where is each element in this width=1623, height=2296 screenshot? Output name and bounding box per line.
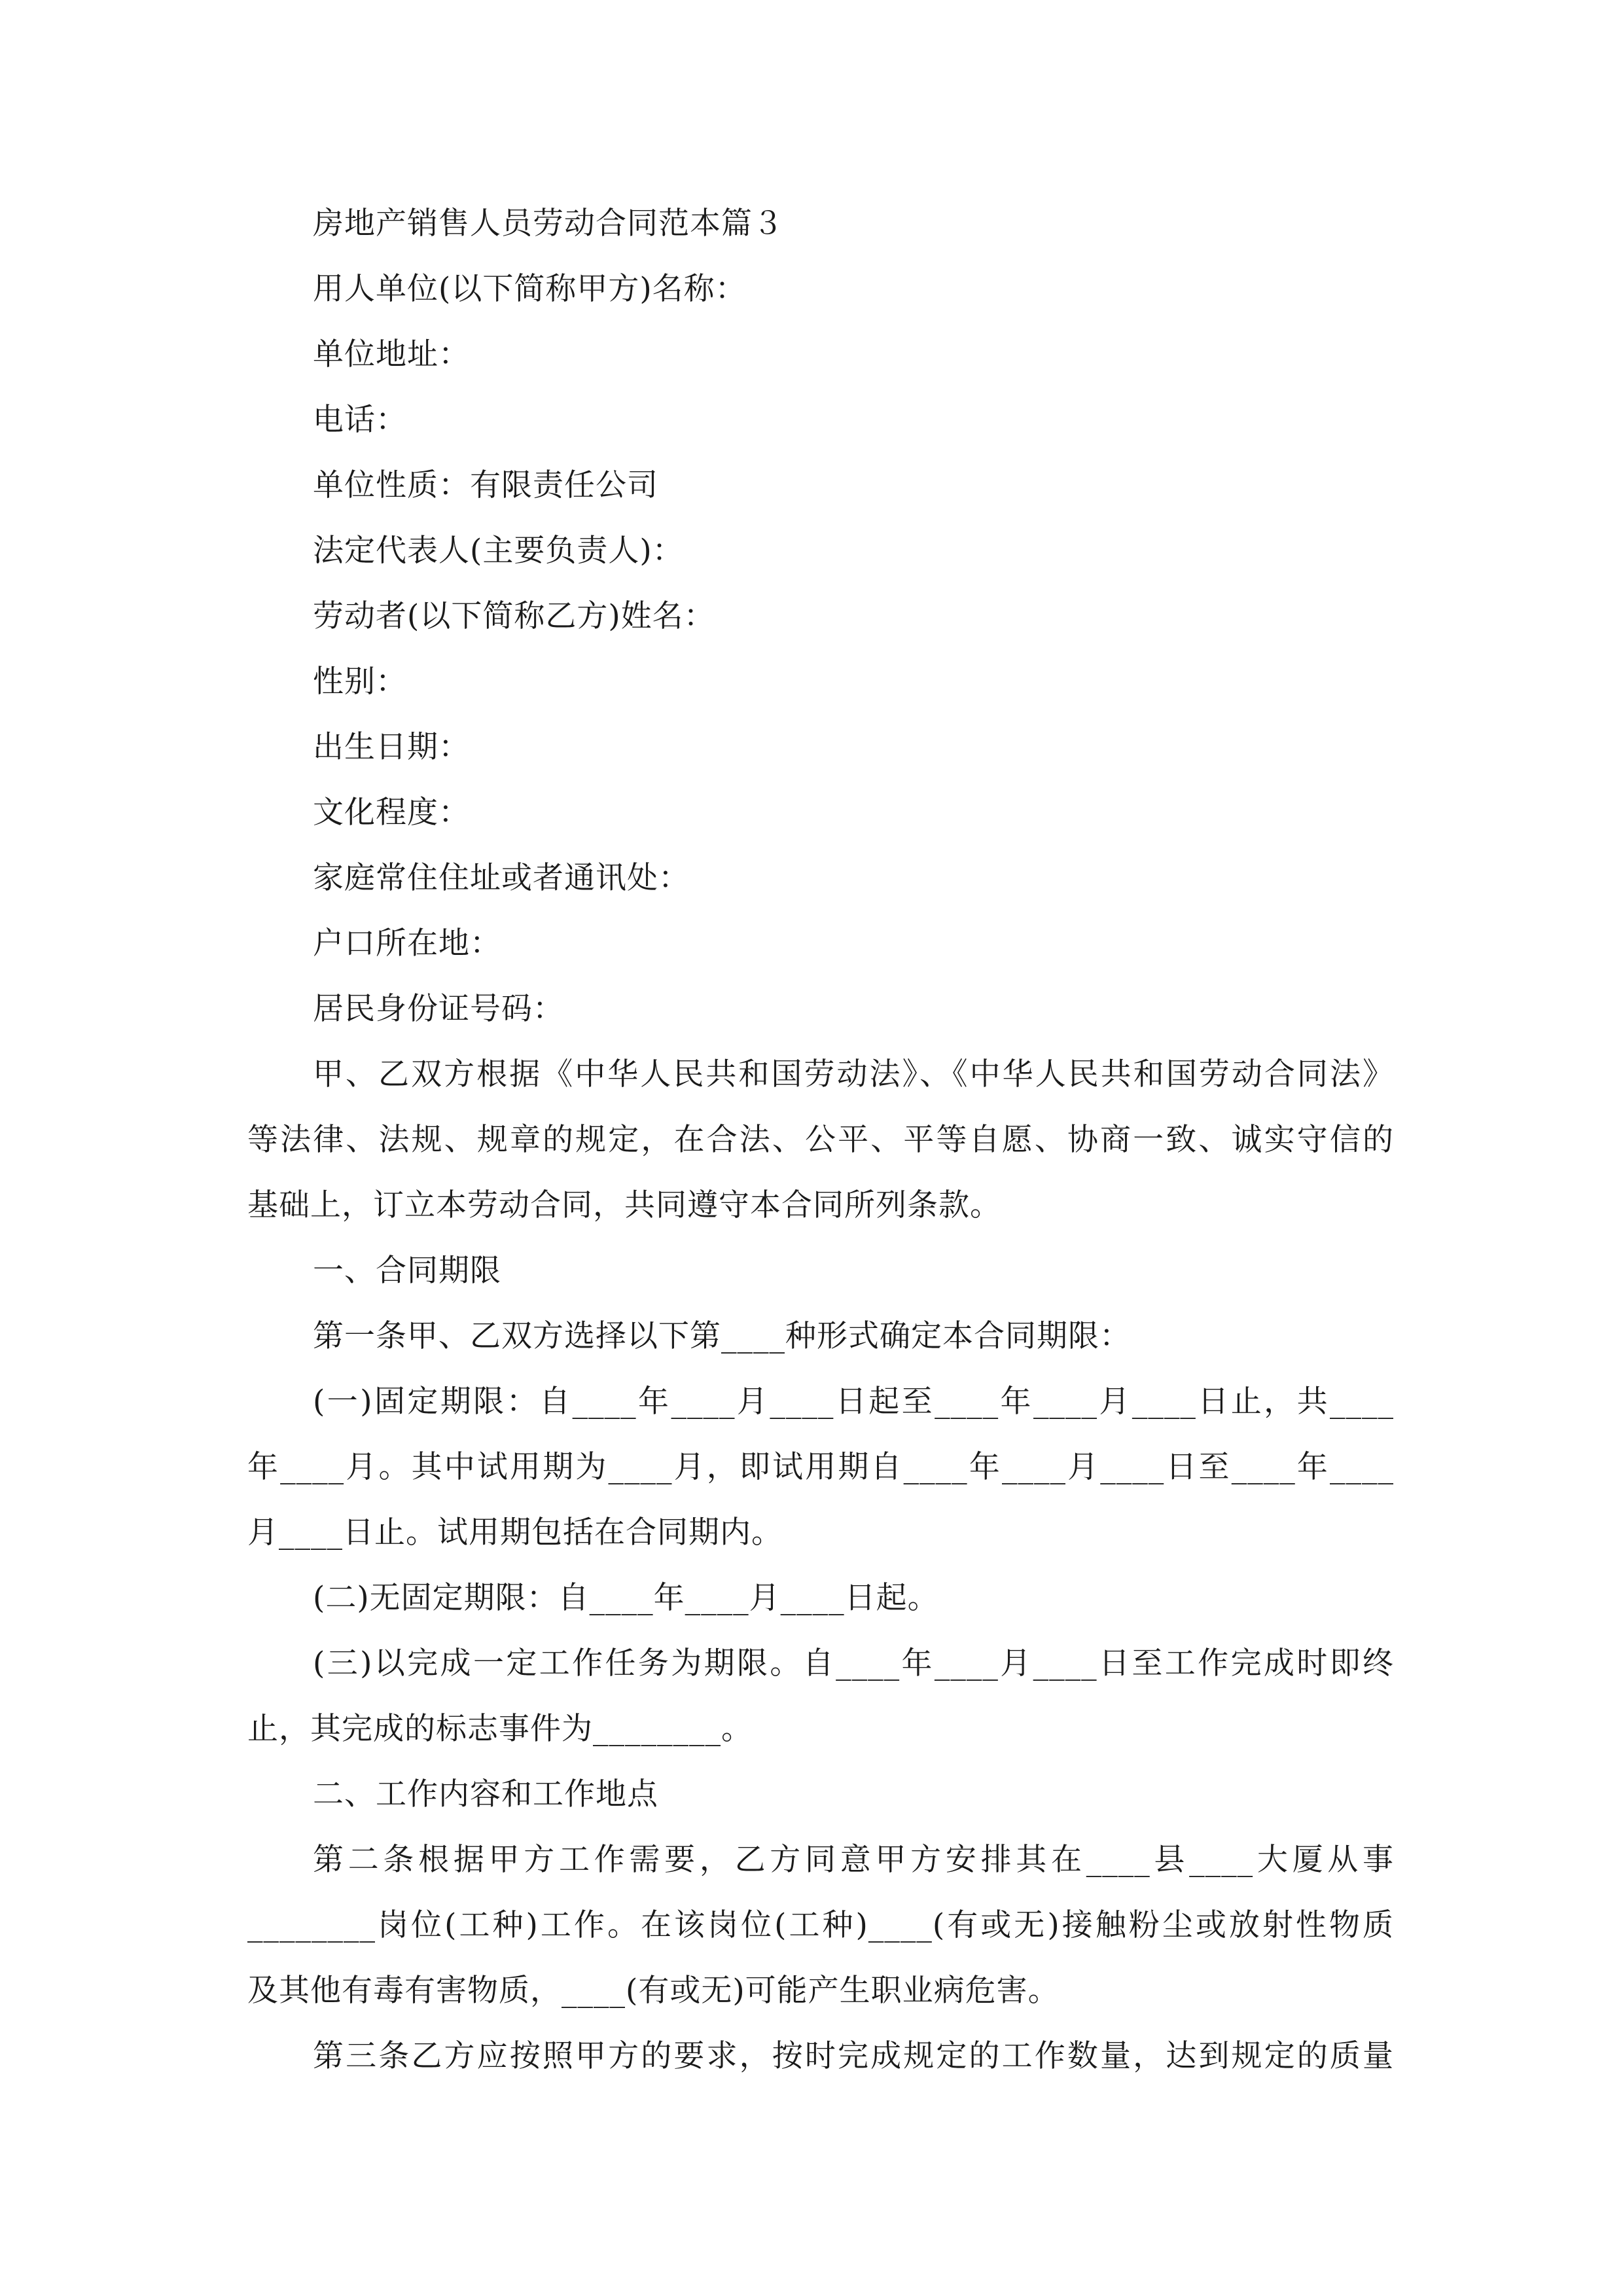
article-2-line-3: 及其他有毒有害物质，____(有或无)可能产生职业病危害。 bbox=[247, 1973, 1060, 2009]
fixed-term-line-1: (一)固定期限：自____年____月____日起至____年____月____日止，共____ bbox=[313, 1384, 1394, 1420]
article-1: 第一条甲、乙双方选择以下第____种形式确定本合同期限： bbox=[313, 1318, 1131, 1354]
info-field-household-registration: 户口所在地： bbox=[313, 925, 501, 961]
info-field-home-address: 家庭常住住址或者通讯处： bbox=[313, 860, 690, 896]
info-field-legal-representative: 法定代表人(主要负责人)： bbox=[313, 533, 684, 569]
info-field-id-number: 居民身份证号码： bbox=[313, 991, 564, 1027]
fixed-term-line-2: 年____月。其中试用期为____月，即试用期自____年____月____日至____年____ bbox=[247, 1449, 1394, 1485]
info-field-employer-address: 单位地址： bbox=[313, 336, 470, 372]
section-heading-contract-term: 一、合同期限 bbox=[313, 1253, 501, 1289]
info-field-gender: 性别： bbox=[313, 664, 407, 700]
info-field-birth-date: 出生日期： bbox=[313, 729, 470, 765]
preamble-line-1: 甲、乙双方根据《中华人民共和国劳动法》、《中华人民共和国劳动合同法》 bbox=[313, 1056, 1394, 1092]
article-2-line-1: 第二条根据甲方工作需要，乙方同意甲方安排其在____县____大厦从事 bbox=[313, 1842, 1394, 1878]
task-term-line-2: 止，其完成的标志事件为________。 bbox=[247, 1711, 753, 1747]
preamble-line-2: 等法律、法规、规章的规定，在合法、公平、平等自愿、协商一致、诚实守信的 bbox=[247, 1122, 1394, 1158]
info-field-company-type: 单位性质：有限责任公司 bbox=[313, 467, 658, 503]
info-field-education: 文化程度： bbox=[313, 795, 470, 831]
article-2-line-2: ________岗位(工种)工作。在该岗位(工种)____(有或无)接触粉尘或放射性物质 bbox=[247, 1907, 1394, 1943]
article-3-line-1: 第三条乙方应按照甲方的要求，按时完成规定的工作数量，达到规定的质量 bbox=[313, 2038, 1394, 2074]
section-heading-work-content: 二、工作内容和工作地点 bbox=[313, 1776, 658, 1812]
info-field-phone: 电话： bbox=[313, 402, 407, 438]
info-field-employee-name: 劳动者(以下简称乙方)姓名： bbox=[313, 598, 715, 634]
open-term-line: (二)无固定期限：自____年____月____日起。 bbox=[313, 1580, 939, 1616]
info-field-employer-name: 用人单位(以下简称甲方)名称： bbox=[313, 271, 747, 307]
preamble-line-3: 基础上，订立本劳动合同，共同遵守本合同所列条款。 bbox=[247, 1187, 1001, 1223]
document-title: 房地产销售人员劳动合同范本篇３ bbox=[313, 206, 784, 242]
fixed-term-line-3: 月____日止。试用期包括在合同期内。 bbox=[247, 1515, 783, 1551]
task-term-line-1: (三)以完成一定工作任务为期限。自____年____月____日至工作完成时即终 bbox=[313, 1645, 1394, 1681]
